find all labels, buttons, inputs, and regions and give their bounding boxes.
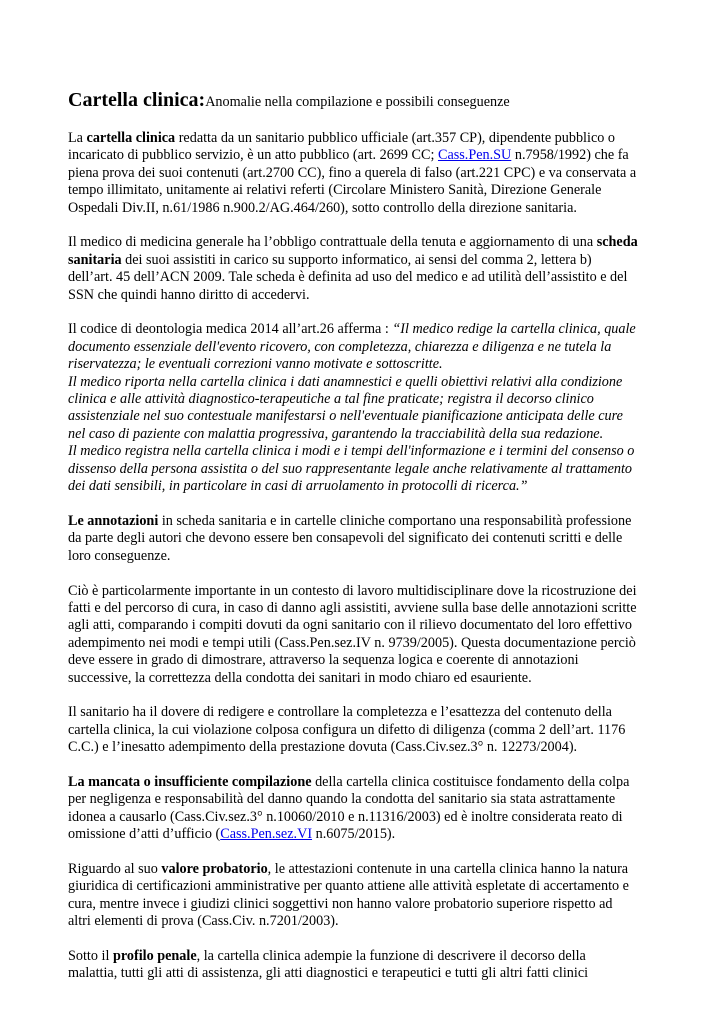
quote-line: Il medico registra nella cartella clinica i modi e i tempi dell'informazione e i termini del consenso o — [68, 443, 635, 460]
text-line: adempimento nei modi e tempi utili (Cass.Pen.sez.IV n. 9739/2005). Questa documentazione perciò — [68, 634, 636, 651]
text: Riguardo al suo — [68, 860, 162, 877]
quote-line: assistenziale nel suo contestuale manifestarsi o nell'eventuale pianificazione anticipata delle cure — [68, 408, 623, 425]
page-title — [68, 88, 660, 114]
bold-term: scheda — [596, 234, 638, 251]
paragraph-definition — [68, 130, 660, 217]
quote-line: dissenso della persona assistita o del suo rappresentante legale anche relativamente al trattamento — [68, 460, 633, 477]
document-body — [68, 88, 660, 1000]
text: La — [68, 130, 87, 146]
text: Il medico di medicina generale ha l’obbligo contrattuale della tenuta e aggiornamento di una — [68, 234, 597, 251]
text: Sotto il — [68, 947, 113, 964]
text-line: dell’art. 45 dell’ACN 2009. Tale scheda è definita ad uso del medico e ad utilità dell’assistito e del — [68, 269, 628, 286]
bold-term: profilo penale — [112, 947, 197, 964]
text-line: piena prova dei suoi contenuti (art.2700 CC), fino a querela di falso (art.221 CPC) e va conservata a — [68, 164, 637, 181]
quote-line: clinica e alle attività diagnostico-terapeutiche a tal fine praticate; registra il decorso clinico — [68, 391, 594, 408]
text-line: tempo illimitato, unitamente ai relativi referti (Circolare Ministero Sanità, Direzione Generale — [68, 182, 602, 199]
paragraph-mancata-compilazione — [68, 774, 660, 844]
text-line: cura, mentre invece i giudizi clinici soggettivi non hanno valore probatorio superiore rispetto ad — [68, 895, 613, 912]
quote-text: “Il medico redige la cartella clinica, quale — [392, 321, 636, 338]
text-line: Il sanitario ha il dovere di redigere e controllare la completezza e l’esattezza del contenuto della — [68, 704, 612, 721]
link-cass-pen-sez-vi[interactable]: Cass.Pen.sez.VI — [220, 826, 313, 843]
paragraph-scheda-sanitaria — [68, 234, 660, 304]
text-line: fatti e del percorso di cura, in caso di danno agli assistiti, avviene sulla base delle annotazioni scritte — [68, 599, 637, 616]
text-line: SSN che quindi hanno diritto di accedervi. — [68, 286, 310, 303]
paragraph-valore-probatorio — [68, 861, 660, 931]
quote-line: documento essenziale dell'evento ricovero, con completezza, chiarezza e diligenza e ne tutela la — [68, 338, 612, 355]
text: redatta da un sanitario pubblico ufficiale (art.357 CP), dipendente pubblico o — [175, 130, 615, 146]
quote-line: dei dati sensibili, in particolare in casi di arruolamento in protocolli di ricerca.” — [68, 478, 528, 495]
title-subtitle: Anomalie nella compilazione e possibili conseguenze — [205, 94, 510, 110]
text: , le attestazioni contenute in una cartella clinica hanno la natura — [267, 860, 629, 877]
paragraph-profilo-penale — [68, 948, 660, 983]
bold-term: Le annotazioni — [68, 512, 159, 529]
text-line: loro conseguenze. — [68, 547, 171, 564]
paragraph-codice-deontologia — [68, 321, 660, 495]
quote-line: riservatezza; le eventuali correzioni vanno motivate e sottoscritte. — [68, 356, 443, 373]
text: , la cartella clinica adempie la funzione di descrivere il decorso della — [196, 947, 586, 964]
text-line: per negligenza e responsabilità del danno quando la condotta del sanitario sia stata astrattamente — [68, 791, 616, 808]
text: dei suoi assistiti in carico su supporto informatico, ai sensi del comma 2, lettera b) — [121, 251, 592, 268]
text: della cartella clinica costituisce fondamento della colpa — [311, 773, 630, 790]
text: Il codice di deontologia medica 2014 all’art.26 afferma : — [68, 321, 393, 338]
text-line: deve essere in grado di dimostrare, attraverso la sequenza logica e coerente di annotazioni — [68, 652, 579, 669]
text-line: giuridica di certificazioni amministrative per quanto attiene alle attività espletate di accertamento e — [68, 878, 629, 895]
text-line: idonea a causarlo (Cass.Civ.sez.3° n.10060/2010 e n.11316/2003) ed è inoltre considerata reato di — [68, 808, 623, 825]
text: in scheda sanitaria e in cartelle cliniche comportano una responsabilità professione — [158, 512, 632, 529]
text-line: cartella clinica, la cui violazione colposa configura un difetto di diligenza (comma 2 dell’art. 1176 — [68, 721, 626, 738]
text: omissione d’atti d’ufficio ( — [68, 826, 221, 843]
text: incaricato di pubblico servizio, è un atto pubblico (art. 2699 CC; — [68, 147, 438, 164]
bold-term: cartella clinica — [86, 130, 176, 146]
text-line: Ospedali Div.II, n.61/1986 n.900.2/AG.464/260), sotto controllo della direzione sanitaria. — [68, 199, 577, 216]
text-line: agli atti, comparando i compiti dovuti da ogni sanitario con il rilievo documentato del loro effettivo — [68, 617, 632, 634]
text-line: malattia, tutti gli atti di assistenza, gli atti diagnostici e terapeutici e tutti gli altri fatti clinici — [68, 965, 589, 982]
text-line: successive, la correttezza della condotta dei sanitari in modo chiaro ed esauriente. — [68, 669, 532, 686]
paragraph-multidisciplinare — [68, 583, 660, 687]
title-main: Cartella clinica: — [68, 89, 206, 111]
text-line: da parte degli autori che devono essere ben consapevoli del significato dei contenuti scritti e delle — [68, 530, 623, 547]
bold-term: sanitaria — [68, 251, 122, 268]
paragraph-dovere-sanitario — [68, 704, 660, 756]
text: n.7958/1992) che fa — [511, 147, 629, 164]
quote-line: Il medico riporta nella cartella clinica i dati anamnestici e quelli obiettivi relativi alla condizione — [68, 373, 623, 390]
bold-term: valore probatorio — [161, 860, 268, 877]
text-line: Ciò è particolarmente importante in un contesto di lavoro multidisciplinare dove la ricostruzione dei — [68, 582, 637, 599]
paragraph-annotazioni — [68, 513, 660, 565]
text-line: C.C.) e l’inesatto adempimento della prestazione dovuta (Cass.Civ.sez.3° n. 12273/2004). — [68, 739, 578, 756]
quote-line: nel caso di paziente con malattia progressiva, garantendo la tracciabilità della sua redazione. — [68, 425, 604, 442]
link-cass-pen-su[interactable]: Cass.Pen.SU — [437, 147, 512, 164]
bold-term: La mancata o insufficiente compilazione — [68, 773, 312, 790]
text: n.6075/2015). — [312, 826, 396, 843]
text-line: altri elementi di prova (Cass.Civ. n.7201/2003). — [68, 913, 339, 930]
